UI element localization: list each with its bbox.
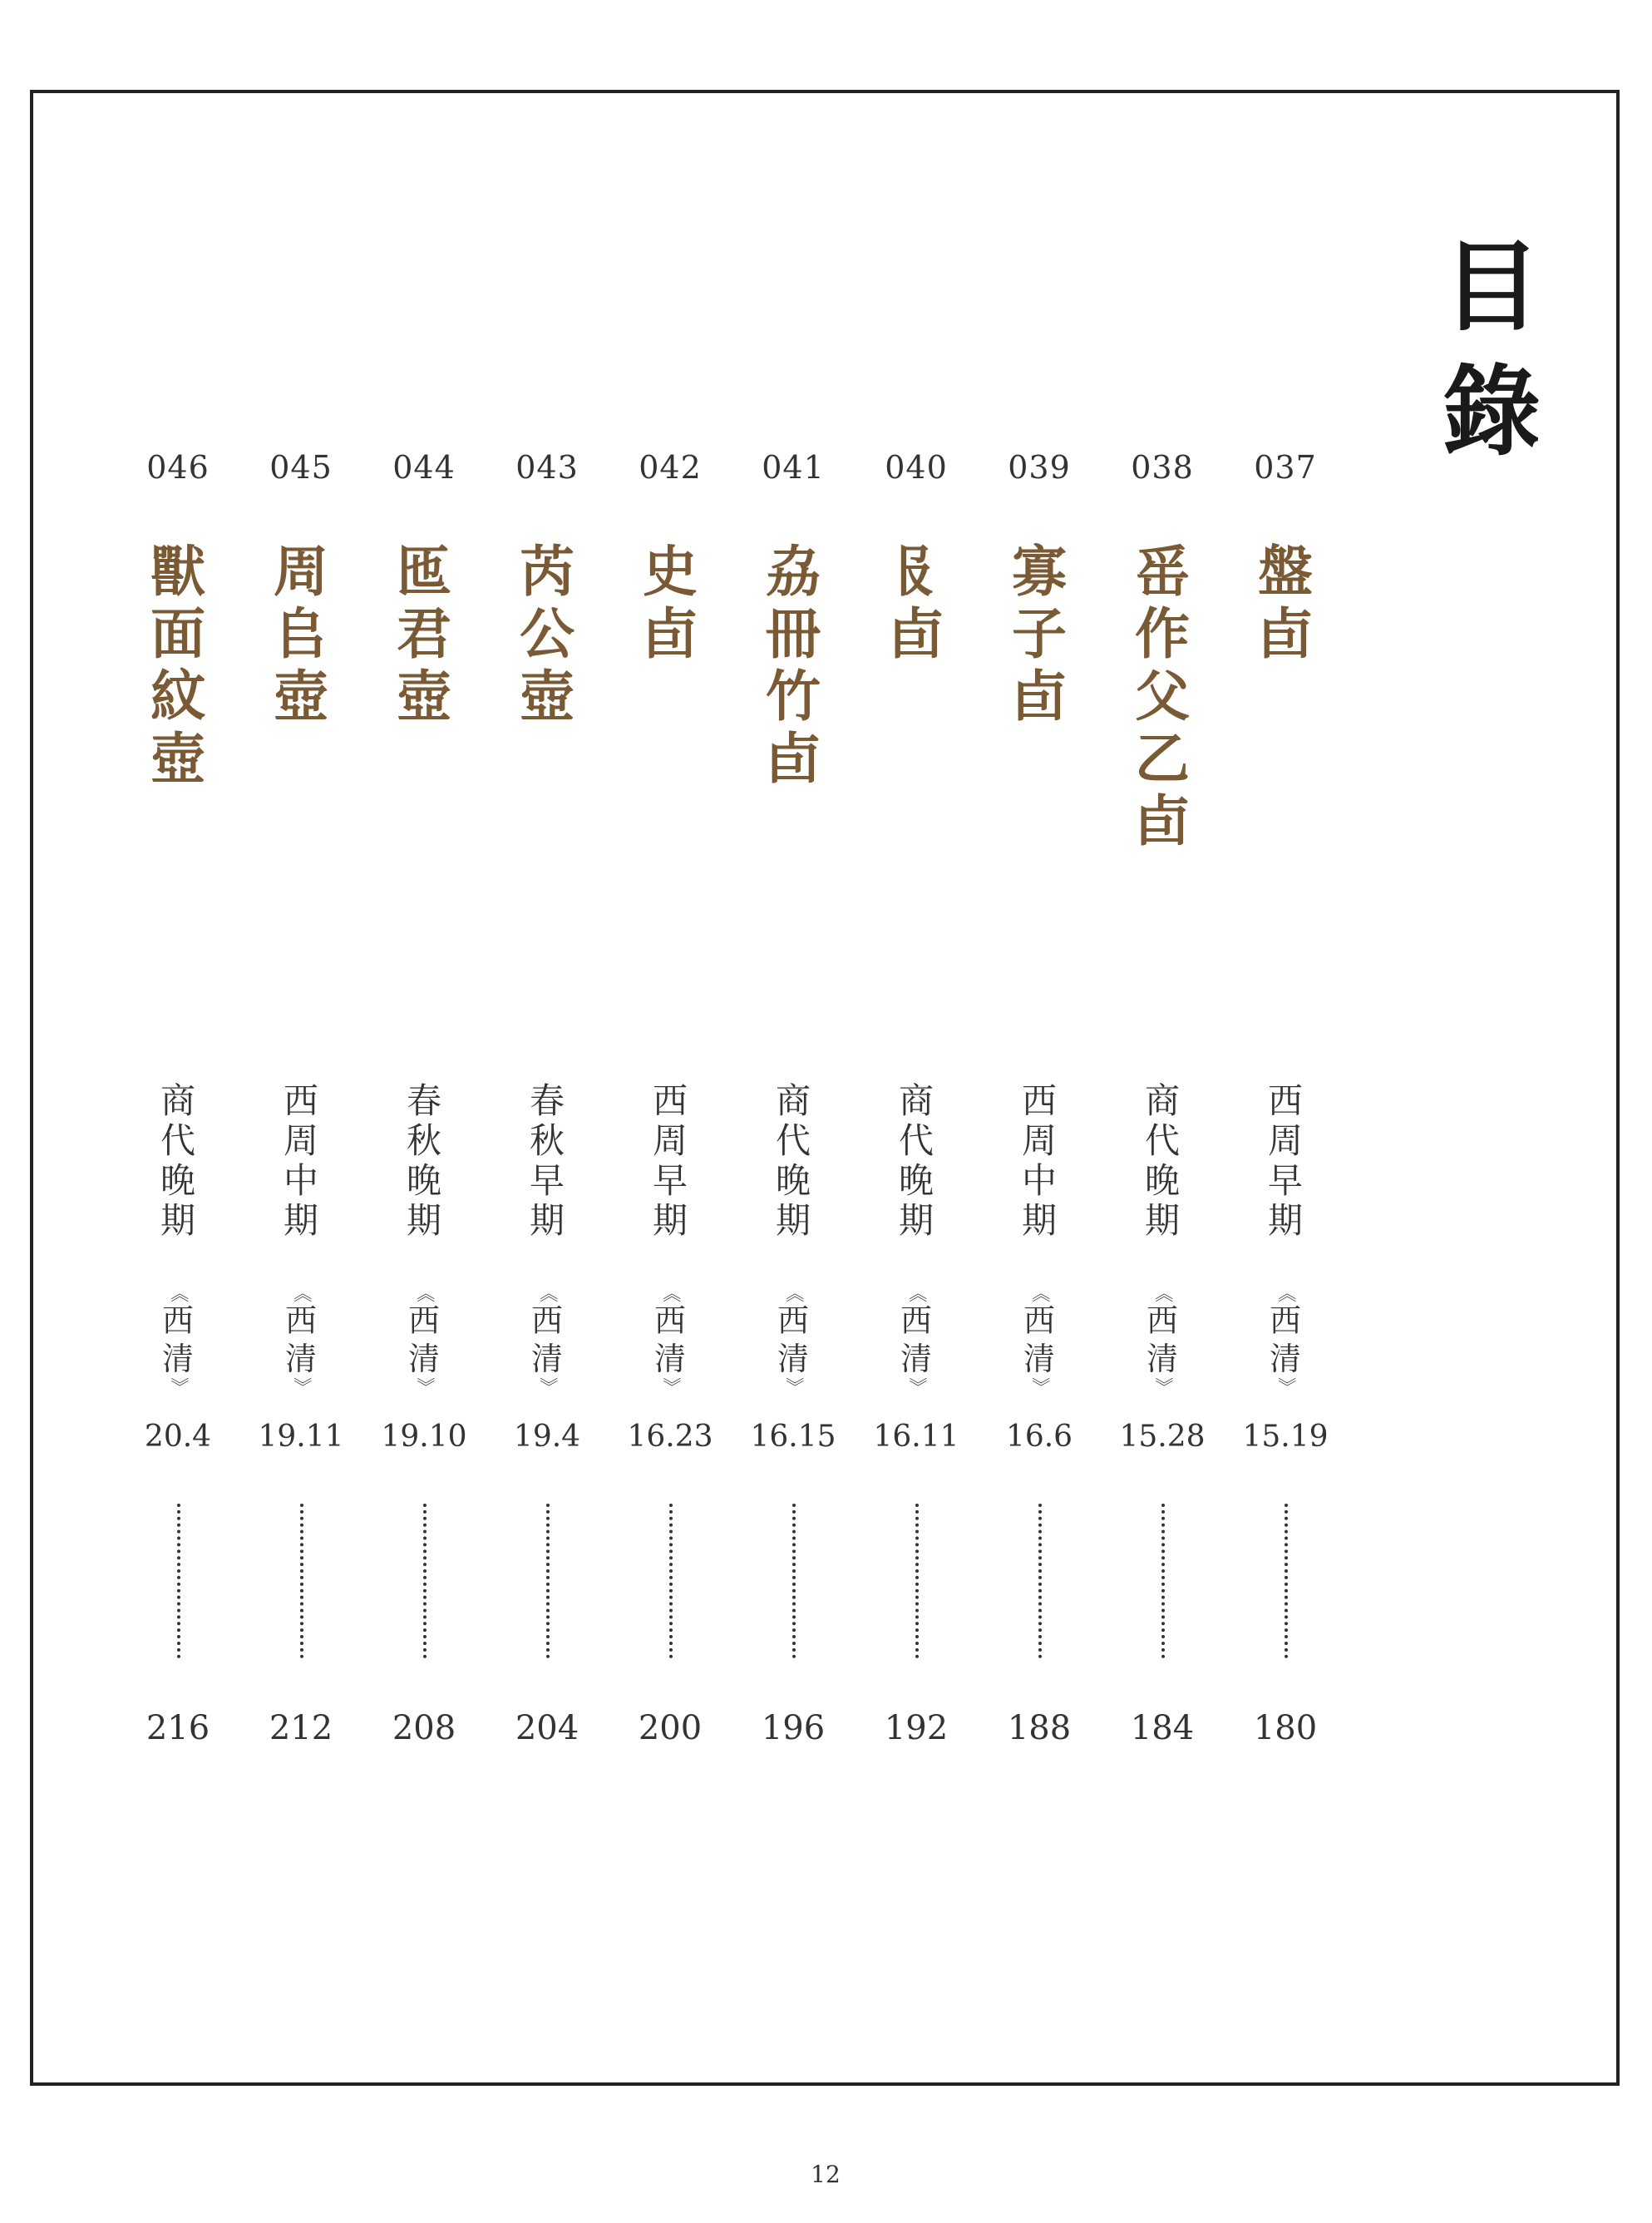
entry-period: 春秋早期 — [529, 1080, 565, 1241]
entry-page-number[interactable]: 184 — [1130, 1709, 1195, 1747]
entry-page-number[interactable]: 200 — [638, 1709, 703, 1747]
dotted-leader — [669, 1504, 673, 1658]
entry-source — [153, 1285, 203, 1395]
entry-source — [1014, 1285, 1064, 1395]
source-open-bracket: 《 — [783, 1283, 804, 1302]
entry-number: 039 — [1008, 449, 1071, 486]
entry-period: 西周早期 — [652, 1080, 688, 1241]
entry-name[interactable]: 寡子卣 — [1012, 539, 1067, 729]
entry-page-number[interactable]: 212 — [269, 1709, 333, 1747]
dotted-leader — [546, 1504, 550, 1658]
entry-page-number[interactable]: 204 — [515, 1709, 579, 1747]
entry-reference: 15.19 — [1242, 1420, 1329, 1454]
entry-reference: 19.4 — [513, 1420, 581, 1454]
entry-name[interactable]: 𠬝卣 — [889, 539, 944, 666]
source-name: 西清 — [161, 1302, 194, 1377]
toc-entry-044[interactable] — [366, 449, 482, 1771]
source-open-bracket: 《 — [906, 1283, 927, 1302]
source-name: 西清 — [284, 1302, 317, 1377]
source-open-bracket: 《 — [414, 1283, 435, 1302]
toc-entry-040[interactable] — [858, 449, 974, 1771]
source-open-bracket: 《 — [537, 1283, 558, 1302]
entry-reference: 19.11 — [258, 1420, 344, 1454]
entry-source — [768, 1285, 818, 1395]
source-open-bracket: 《 — [168, 1283, 189, 1302]
toc-title: 目錄 — [1442, 229, 1541, 469]
toc-entry-038[interactable] — [1104, 449, 1221, 1771]
entry-period: 商代晚期 — [898, 1080, 934, 1241]
entry-name[interactable]: 䍃作父乙卣 — [1135, 539, 1190, 853]
source-open-bracket: 《 — [1152, 1283, 1173, 1302]
dotted-leader — [1038, 1504, 1042, 1658]
toc-entry-042[interactable] — [612, 449, 728, 1771]
entry-name[interactable]: 劦冊竹卣 — [766, 539, 821, 791]
entry-period: 西周中期 — [283, 1080, 318, 1241]
entry-number: 040 — [885, 449, 948, 486]
entry-page-number[interactable]: 192 — [884, 1709, 949, 1747]
source-name: 西清 — [900, 1302, 932, 1377]
dotted-leader — [1161, 1504, 1165, 1658]
dotted-leader — [177, 1504, 180, 1658]
source-close-bracket: 》 — [1275, 1376, 1296, 1396]
source-close-bracket: 》 — [1152, 1376, 1173, 1396]
entry-period: 商代晚期 — [775, 1080, 811, 1241]
entry-source — [645, 1285, 695, 1395]
entry-page-number[interactable]: 180 — [1253, 1709, 1318, 1747]
source-open-bracket: 《 — [1275, 1283, 1296, 1302]
entry-reference: 16.15 — [750, 1420, 836, 1454]
entry-reference: 16.11 — [873, 1420, 959, 1454]
entry-number: 038 — [1131, 449, 1194, 486]
entry-source — [399, 1285, 449, 1395]
entry-period: 西周中期 — [1021, 1080, 1057, 1241]
entry-number: 043 — [515, 449, 579, 486]
source-close-bracket: 》 — [906, 1376, 927, 1396]
entry-page-number[interactable]: 208 — [392, 1709, 456, 1747]
dotted-leader — [792, 1504, 796, 1658]
entry-reference: 19.10 — [381, 1420, 467, 1454]
entry-period: 西周早期 — [1267, 1080, 1303, 1241]
source-open-bracket: 《 — [1029, 1283, 1050, 1302]
source-name: 西清 — [1146, 1302, 1178, 1377]
entry-number: 046 — [146, 449, 210, 486]
toc-entry-043[interactable] — [489, 449, 605, 1771]
entry-name[interactable]: 史卣 — [643, 539, 698, 666]
dotted-leader — [1285, 1504, 1288, 1658]
toc-entry-041[interactable] — [735, 449, 851, 1771]
source-open-bracket: 《 — [291, 1283, 312, 1302]
entry-number: 037 — [1254, 449, 1317, 486]
entry-name[interactable]: 匜君壺 — [397, 539, 451, 729]
source-close-bracket: 》 — [168, 1376, 189, 1396]
entry-number: 041 — [762, 449, 825, 486]
source-close-bracket: 》 — [660, 1376, 681, 1396]
source-name: 西清 — [653, 1302, 686, 1377]
entry-page-number[interactable]: 188 — [1007, 1709, 1072, 1747]
source-close-bracket: 》 — [783, 1376, 804, 1396]
entry-name[interactable]: 盤卣 — [1258, 539, 1313, 666]
entry-page-number[interactable]: 196 — [761, 1709, 826, 1747]
entry-reference: 15.28 — [1119, 1420, 1206, 1454]
entry-source — [1137, 1285, 1187, 1395]
dotted-leader — [300, 1504, 303, 1658]
entry-source — [522, 1285, 572, 1395]
entry-number: 044 — [392, 449, 456, 486]
entry-period: 商代晚期 — [1144, 1080, 1180, 1241]
source-close-bracket: 》 — [414, 1376, 435, 1396]
page-number: 12 — [811, 2161, 841, 2188]
source-close-bracket: 》 — [537, 1376, 558, 1396]
entry-reference: 20.4 — [144, 1420, 212, 1454]
entry-name[interactable]: 周𠂤壺 — [274, 539, 328, 729]
entry-period: 商代晚期 — [160, 1080, 195, 1241]
source-name: 西清 — [1269, 1302, 1301, 1377]
source-name: 西清 — [407, 1302, 440, 1377]
entry-name[interactable]: 獸面紋壺 — [150, 539, 205, 791]
entry-source — [276, 1285, 326, 1395]
entry-source — [891, 1285, 941, 1395]
entry-reference: 16.6 — [1005, 1420, 1073, 1454]
toc-entry-046[interactable] — [120, 449, 236, 1771]
entry-page-number[interactable]: 216 — [145, 1709, 210, 1747]
entry-number: 042 — [639, 449, 702, 486]
source-name: 西清 — [1023, 1302, 1055, 1377]
entry-period: 春秋晚期 — [406, 1080, 441, 1241]
source-close-bracket: 》 — [291, 1376, 312, 1396]
source-close-bracket: 》 — [1029, 1376, 1050, 1396]
source-name: 西清 — [530, 1302, 563, 1377]
entry-source — [1260, 1285, 1310, 1395]
dotted-leader — [915, 1504, 919, 1658]
toc-entry-045[interactable] — [243, 449, 359, 1771]
entry-reference: 16.23 — [627, 1420, 713, 1454]
toc-entry-037[interactable] — [1227, 449, 1344, 1771]
source-open-bracket: 《 — [660, 1283, 681, 1302]
entry-number: 045 — [269, 449, 333, 486]
entry-name[interactable]: 芮公壺 — [520, 539, 575, 729]
source-name: 西清 — [777, 1302, 809, 1377]
toc-entry-039[interactable] — [981, 449, 1097, 1771]
dotted-leader — [423, 1504, 427, 1658]
